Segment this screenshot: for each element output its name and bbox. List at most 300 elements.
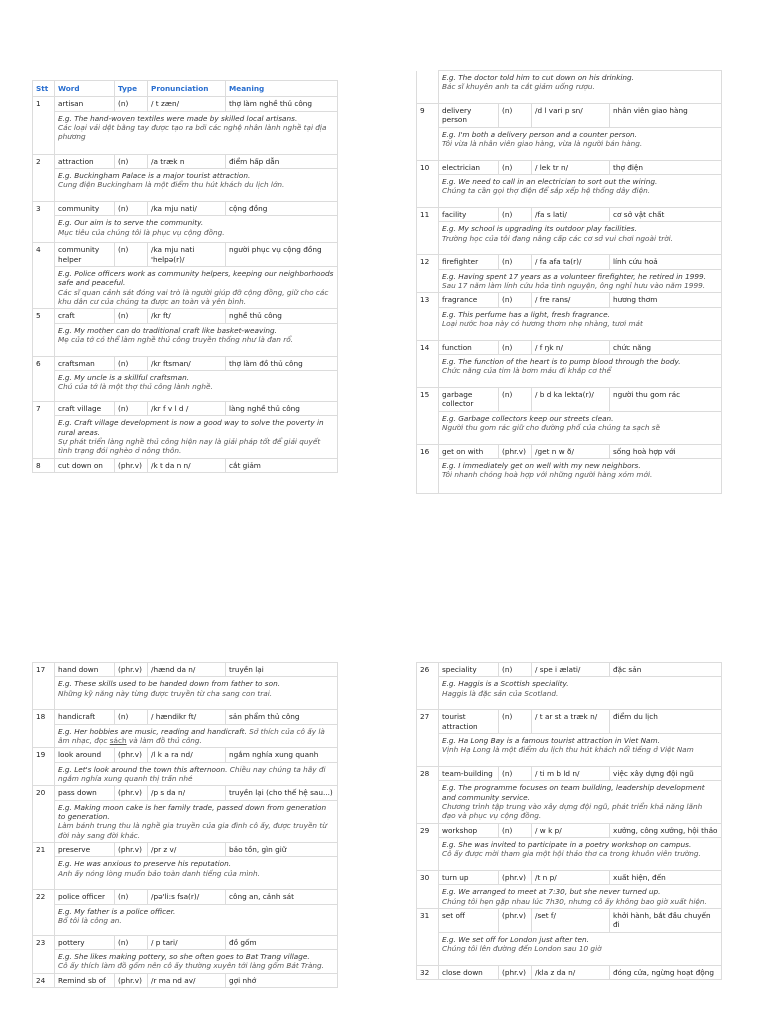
example-sentence: E.g. These skills used to be handed down from father to son. xyxy=(58,679,281,689)
example-translation: Mẹ của tớ có thể làm nghề thủ công truyền thống như là đan rổ. xyxy=(58,334,293,344)
row-type: (n) xyxy=(115,890,148,904)
example-sentence: E.g. We arranged to meet at 7:30, but she never turned up. xyxy=(442,887,661,897)
example-translation: Chúng ta cần gọi thợ điện để sắp xếp hệ thống dây điện. xyxy=(442,186,651,196)
row-number: 2 xyxy=(33,154,55,201)
example-cell xyxy=(55,724,338,748)
row-pronunciation: /p s da n/ xyxy=(148,786,226,800)
row-meaning: điểm hấp dẫn xyxy=(226,154,338,168)
row-number: 29 xyxy=(417,823,439,870)
row-number: 6 xyxy=(33,356,55,401)
row-number: 13 xyxy=(417,293,439,340)
example-translation: Vịnh Hạ Long là một điểm du lịch thu hút khách nổi tiếng ở Việt Nam xyxy=(442,745,694,755)
row-type: (n) xyxy=(115,243,148,267)
example-translation: Bác sĩ khuyên anh ta cắt giảm uống rượu. xyxy=(442,82,595,92)
table-row xyxy=(33,842,338,856)
row-pronunciation: / t zæn/ xyxy=(148,97,226,111)
example-translation: Cung điện Buckingham là một điểm thu hút khách du lịch lớn. xyxy=(58,180,285,190)
table-row xyxy=(417,908,722,932)
row-type: (n) xyxy=(115,935,148,949)
row-pronunciation: / w k p/ xyxy=(532,823,610,837)
row-type: (phr.v) xyxy=(115,663,148,677)
example-cell xyxy=(439,677,722,710)
row-word: speciality xyxy=(439,663,499,677)
example-cell xyxy=(439,837,722,870)
row-pronunciation: /kla z da n/ xyxy=(532,965,610,979)
row-type: (phr.v) xyxy=(499,965,532,979)
row-type: (n) xyxy=(499,387,532,411)
row-number: 10 xyxy=(417,160,439,207)
example-translation: Mục tiêu của chúng tôi là phục vụ cộng đồng. xyxy=(58,227,225,237)
example-cell xyxy=(55,323,338,356)
example-sentence: E.g. My mother can do traditional craft like basket-weaving. xyxy=(58,325,277,335)
vocab-table-4 xyxy=(416,662,722,980)
table-row xyxy=(417,766,722,780)
row-type: (n) xyxy=(499,823,532,837)
row-number: 8 xyxy=(33,458,55,472)
example-row xyxy=(33,266,338,308)
row-type: (n) xyxy=(499,207,532,221)
row-word: handicraft xyxy=(55,710,115,724)
example-cell xyxy=(55,857,338,890)
row-pronunciation: / t ar st a træk n/ xyxy=(532,710,610,734)
row-word: turn up xyxy=(439,870,499,884)
example-translation-end: và làm đồ thủ công. xyxy=(126,735,202,745)
row-meaning: nghề thủ công xyxy=(226,309,338,323)
row-number: 23 xyxy=(33,935,55,973)
table-row xyxy=(33,786,338,800)
row-number: 15 xyxy=(417,387,439,444)
row-pronunciation: /hænd da n/ xyxy=(148,663,226,677)
table-row xyxy=(33,458,338,472)
example-row xyxy=(33,168,338,201)
example-cell xyxy=(55,216,338,243)
example-translation: Chúng tôi lên đường đến London sau 10 giờ xyxy=(442,943,602,953)
row-type: (n) xyxy=(499,160,532,174)
row-pronunciation: /t n p/ xyxy=(532,870,610,884)
table-header xyxy=(33,81,338,97)
row-pronunciation: / ti m b ld n/ xyxy=(532,766,610,780)
row-meaning: chức năng xyxy=(610,340,722,354)
table-row xyxy=(417,710,722,734)
row-type: (phr.v) xyxy=(115,973,148,987)
example-sentence: E.g. Police officers work as community helpers, keeping our neighborhoods safe and peaceful. xyxy=(58,268,334,288)
example-cell xyxy=(55,111,338,154)
row-word: garbage collector xyxy=(439,387,499,411)
example-sentence: E.g. My school is upgrading its outdoor play facilities. xyxy=(442,224,637,234)
table-row xyxy=(33,201,338,215)
row-word: function xyxy=(439,340,499,354)
example-cell xyxy=(55,416,338,458)
example-cell xyxy=(439,71,722,104)
row-type: (phr.v) xyxy=(499,870,532,884)
example-sentence: E.g. We set off for London just after ten. xyxy=(442,934,589,944)
row-type: (phr.v) xyxy=(115,458,148,472)
row-type: (phr.v) xyxy=(115,842,148,856)
example-translation: Chúng tôi hẹn gặp nhau lúc 7h30, nhưng cô ấy không bao giờ xuất hiện. xyxy=(442,896,707,906)
row-type: (n) xyxy=(115,309,148,323)
example-translation: Sự phát triển làng nghề thủ công hiện nay là giải pháp tốt để giải quyết tình trạng đói nghèo ở nông thôn. xyxy=(58,436,321,456)
table-row xyxy=(417,293,722,307)
vocab-table-1 xyxy=(32,80,338,473)
row-type: (n) xyxy=(499,340,532,354)
row-pronunciation: /k t da n n/ xyxy=(148,458,226,472)
example-row xyxy=(417,174,722,207)
row-meaning: điểm du lịch xyxy=(610,710,722,734)
row-number: 16 xyxy=(417,444,439,493)
row-meaning: làng nghề thủ công xyxy=(226,401,338,415)
example-cell xyxy=(439,458,722,493)
example-translation: Sau 17 năm làm lính cứu hỏa tình nguyện, ông nghỉ hưu vào năm 1999. xyxy=(442,280,706,290)
example-row xyxy=(33,323,338,356)
example-sentence: E.g. I'm both a delivery person and a counter person. xyxy=(442,129,637,139)
table-row xyxy=(33,663,338,677)
row-word: firefighter xyxy=(439,255,499,269)
row-number: 7 xyxy=(33,401,55,458)
row-type: (n) xyxy=(115,710,148,724)
row-type: (n) xyxy=(115,97,148,111)
row-meaning: cộng đồng xyxy=(226,201,338,215)
table-row xyxy=(33,243,338,267)
row-meaning: sản phẩm thủ công xyxy=(226,710,338,724)
example-cell xyxy=(55,370,338,401)
example-row xyxy=(417,127,722,160)
row-type: (n) xyxy=(499,255,532,269)
example-row xyxy=(33,111,338,154)
page-3 xyxy=(32,662,338,988)
row-word: community helper xyxy=(55,243,115,267)
table-row xyxy=(417,965,722,979)
example-translation: Những kỹ năng này từng được truyền từ cha sang con trai. xyxy=(58,688,273,698)
table-row xyxy=(417,444,722,458)
example-row xyxy=(33,800,338,842)
row-word: pottery xyxy=(55,935,115,949)
row-number: 20 xyxy=(33,786,55,843)
example-cell xyxy=(439,733,722,766)
row-meaning: khởi hành, bắt đầu chuyến đi xyxy=(610,908,722,932)
example-translation-underlined: sách xyxy=(109,735,127,745)
row-pronunciation: /l k a ra nd/ xyxy=(148,748,226,762)
example-cell xyxy=(439,174,722,207)
example-cell xyxy=(439,411,722,444)
example-sentence: E.g. He was anxious to preserve his reputation. xyxy=(58,859,232,869)
page-1 xyxy=(32,80,338,473)
row-word: electrician xyxy=(439,160,499,174)
example-row xyxy=(33,904,338,935)
row-word: look around xyxy=(55,748,115,762)
row-word: close down xyxy=(439,965,499,979)
row-meaning: cơ sở vật chất xyxy=(610,207,722,221)
example-sentence: E.g. Making moon cake is her family trade, passed down from generation to generation. xyxy=(58,802,327,821)
example-cell xyxy=(439,354,722,387)
row-type: (n) xyxy=(499,104,532,128)
row-pronunciation: / fre rans/ xyxy=(532,293,610,307)
row-number: 3 xyxy=(33,201,55,242)
row-number: 19 xyxy=(33,748,55,786)
row-meaning: đóng cửa, ngừng hoạt động xyxy=(610,965,722,979)
example-translation: Loại nước hoa này có hương thơm nhẹ nhàng, tươi mát xyxy=(442,318,643,328)
example-cell xyxy=(439,127,722,160)
row-meaning: thợ làm nghề thủ công xyxy=(226,97,338,111)
row-meaning: truyền lại xyxy=(226,663,338,677)
row-word: fragrance xyxy=(439,293,499,307)
example-row xyxy=(417,932,722,965)
example-sentence: E.g. Garbage collectors keep our streets clean. xyxy=(442,413,614,423)
example-translation: Bố tôi là công an. xyxy=(58,915,122,925)
page-2 xyxy=(416,70,722,494)
row-word: facility xyxy=(439,207,499,221)
example-sentence: E.g. This perfume has a light, fresh fragrance. xyxy=(442,309,610,319)
example-sentence: E.g. I immediately get on well with my new neighbors. xyxy=(442,460,641,470)
row-pronunciation: / p tari/ xyxy=(148,935,226,949)
example-row xyxy=(417,307,722,340)
example-sentence: E.g. Craft village development is now a good way to solve the poverty in rural areas. xyxy=(58,418,324,437)
table-row xyxy=(33,710,338,724)
row-number: 26 xyxy=(417,663,439,710)
row-meaning: bảo tồn, gìn giữ xyxy=(226,842,338,856)
row-word: attraction xyxy=(55,154,115,168)
row-meaning: đồ gốm xyxy=(226,935,338,949)
table-row xyxy=(33,401,338,415)
row-number: 31 xyxy=(417,908,439,965)
example-cell xyxy=(55,800,338,842)
row-number: 32 xyxy=(417,965,439,979)
example-row xyxy=(417,411,722,444)
example-row xyxy=(33,677,338,710)
header-word: Word xyxy=(55,81,115,97)
example-translation: Các loại vải dệt bằng tay được tạo ra bởi các nghệ nhân lành nghề tại địa phương xyxy=(58,122,327,142)
example-cell xyxy=(55,266,338,308)
row-number: 14 xyxy=(417,340,439,387)
example-translation: Chiều nay chúng ta hãy đi ngắm nghía xung quanh thị trấn nhé xyxy=(58,764,326,783)
row-word: team-building xyxy=(439,766,499,780)
example-translation: Trường học của tôi đang nâng cấp các cơ sở vui chơi ngoài trời. xyxy=(442,233,674,243)
example-row xyxy=(417,677,722,710)
example-sentence: E.g. She likes making pottery, so she often goes to Bat Trang village. xyxy=(58,951,310,961)
row-meaning: ngắm nghía xung quanh xyxy=(226,748,338,762)
example-cell xyxy=(55,904,338,935)
row-number: 28 xyxy=(417,766,439,823)
vocab-table-2 xyxy=(416,70,722,494)
example-translation: Cô ấy thích làm đồ gốm nên cô ấy thường xuyên tới làng gốm Bát Tràng. xyxy=(58,961,324,971)
row-number: 5 xyxy=(33,309,55,356)
example-translation: Người thu gom rác giữ cho đường phố của chúng ta sạch sẽ xyxy=(442,422,661,432)
row-word: craft village xyxy=(55,401,115,415)
row-type: (phr.v) xyxy=(499,908,532,932)
example-translation: Anh ấy nóng lòng muốn bảo toàn danh tiếng của mình. xyxy=(58,868,260,878)
example-row xyxy=(33,216,338,243)
row-word: get on with xyxy=(439,444,499,458)
table-row xyxy=(33,935,338,949)
example-cell xyxy=(55,168,338,201)
header-meaning: Meaning xyxy=(226,81,338,97)
example-translation: Tôi vừa là nhân viên giao hàng, vừa là người bán hàng. xyxy=(442,138,643,148)
example-row xyxy=(417,269,722,293)
row-type: (n) xyxy=(499,293,532,307)
row-pronunciation: / lek tr n/ xyxy=(532,160,610,174)
row-meaning: sống hoà hợp với xyxy=(610,444,722,458)
example-row xyxy=(33,857,338,890)
row-meaning: hương thơm xyxy=(610,293,722,307)
example-sentence: E.g. The function of the heart is to pump blood through the body. xyxy=(442,356,681,366)
row-meaning: việc xây dựng đội ngũ xyxy=(610,766,722,780)
row-number: 21 xyxy=(33,842,55,889)
table-row xyxy=(33,973,338,987)
row-pronunciation: /ka mju nati 'helpə(r)/ xyxy=(148,243,226,267)
row-pronunciation: /fa s lati/ xyxy=(532,207,610,221)
table-row xyxy=(33,309,338,323)
table-row xyxy=(417,207,722,221)
example-row xyxy=(417,354,722,387)
table-row xyxy=(417,255,722,269)
example-row xyxy=(417,733,722,766)
example-sentence: E.g. Her hobbies are music, reading and handicraft. xyxy=(58,726,247,736)
example-sentence: E.g. Let's look around the town this afternoon. xyxy=(58,764,228,774)
example-cell xyxy=(55,677,338,710)
row-type: (n) xyxy=(115,401,148,415)
example-cell xyxy=(439,307,722,340)
row-word: hand down xyxy=(55,663,115,677)
example-cell xyxy=(439,885,722,909)
row-word: cut down on xyxy=(55,458,115,472)
example-sentence: E.g. We need to call in an electrician to sort out the wiring. xyxy=(442,176,658,186)
row-meaning: lính cứu hoả xyxy=(610,255,722,269)
example-row xyxy=(417,781,722,823)
header-pronunciation: Pronunciation xyxy=(148,81,226,97)
example-cell xyxy=(55,949,338,973)
table-row xyxy=(33,97,338,111)
row-meaning: gợi nhớ xyxy=(226,973,338,987)
table-row xyxy=(417,823,722,837)
example-translation: Haggis là đặc sản của Scotland. xyxy=(442,688,559,698)
example-sentence: E.g. Haggis is a Scottish speciality. xyxy=(442,679,569,689)
row-word: artisan xyxy=(55,97,115,111)
row-meaning: đặc sản xyxy=(610,663,722,677)
row-pronunciation: /kr f v l d / xyxy=(148,401,226,415)
example-translation-start: Sở thích của cô ấy là âm nhạc, đọc xyxy=(58,726,325,745)
table-row xyxy=(417,387,722,411)
row-meaning: xuất hiện, đến xyxy=(610,870,722,884)
example-translation: Chức năng của tim là bơm máu đi khắp cơ thể xyxy=(442,366,611,376)
row-type: (n) xyxy=(115,356,148,370)
row-word: preserve xyxy=(55,842,115,856)
row-meaning: nhân viên giao hàng xyxy=(610,104,722,128)
row-pronunciation: / spe i ælati/ xyxy=(532,663,610,677)
example-row xyxy=(417,837,722,870)
example-translation: Chương trình tập trung vào xây dựng đội ngũ, phát triển khả năng lãnh đạo và phục vụ cộng đồng. xyxy=(442,801,703,821)
example-row xyxy=(417,222,722,255)
row-number: 4 xyxy=(33,243,55,309)
row-meaning: truyền lại (cho thế hệ sau...) xyxy=(226,786,338,800)
table-row xyxy=(33,890,338,904)
example-sentence: E.g. Our aim is to serve the community. xyxy=(58,218,204,228)
row-pronunciation: /ka mju nati/ xyxy=(148,201,226,215)
row-type: (phr.v) xyxy=(499,444,532,458)
row-pronunciation: /kr ft/ xyxy=(148,309,226,323)
row-number: 1 xyxy=(33,97,55,154)
example-row xyxy=(417,71,722,104)
row-meaning: người phục vụ cộng đồng xyxy=(226,243,338,267)
row-word: craftsman xyxy=(55,356,115,370)
example-sentence: E.g. Ha Long Bay is a famous tourist attraction in Viet Nam. xyxy=(442,735,660,745)
row-number: 27 xyxy=(417,710,439,767)
example-cell xyxy=(439,781,722,823)
example-translation: Tôi nhanh chóng hoà hợp với những người hàng xóm mới. xyxy=(442,470,653,480)
row-meaning: thợ làm đồ thủ công xyxy=(226,356,338,370)
example-cell xyxy=(439,932,722,965)
header-stt: Stt xyxy=(33,81,55,97)
row-type: (n) xyxy=(499,663,532,677)
row-meaning: xưởng, công xưởng, hội thảo xyxy=(610,823,722,837)
row-word: police officer xyxy=(55,890,115,904)
example-sentence: E.g. The programme focuses on team building, leadership development and community service. xyxy=(442,783,705,802)
example-translation: Cô ấy được mời tham gia một hội thảo thơ ca trong khuôn viên trường. xyxy=(442,849,701,859)
row-pronunciation: /kr ftsman/ xyxy=(148,356,226,370)
vocab-table-3 xyxy=(32,662,338,988)
example-cell xyxy=(439,222,722,255)
table-row xyxy=(417,663,722,677)
row-word: craft xyxy=(55,309,115,323)
example-translation: Các sĩ quan cảnh sát đóng vai trò là người giúp đỡ cộng đồng, giữ cho các khu dân cư của chúng ta được an toàn và yên bình. xyxy=(58,287,329,306)
header-type: Type xyxy=(115,81,148,97)
row-type: (n) xyxy=(115,201,148,215)
example-translation: Chú của tớ là một thợ thủ công lành nghề. xyxy=(58,382,213,392)
example-sentence: E.g. My father is a police officer. xyxy=(58,906,176,916)
row-pronunciation: /a træk n xyxy=(148,154,226,168)
row-number: 22 xyxy=(33,890,55,935)
row-pronunciation: / fa afa ta(r)/ xyxy=(532,255,610,269)
table-row xyxy=(33,748,338,762)
row-word: workshop xyxy=(439,823,499,837)
row-pronunciation: / b d ka lekta(r)/ xyxy=(532,387,610,411)
row-number: 11 xyxy=(417,207,439,254)
example-sentence: E.g. She was invited to participate in a poetry workshop on campus. xyxy=(442,839,692,849)
row-number: 17 xyxy=(33,663,55,710)
row-pronunciation: / f ŋk n/ xyxy=(532,340,610,354)
example-sentence: E.g. My uncle is a skillful craftsman. xyxy=(58,372,190,382)
row-word: tourist attraction xyxy=(439,710,499,734)
example-cell xyxy=(439,269,722,293)
row-type: (phr.v) xyxy=(115,748,148,762)
row-pronunciation: /pr z v/ xyxy=(148,842,226,856)
row-meaning: công an, cảnh sát xyxy=(226,890,338,904)
row-word: pass down xyxy=(55,786,115,800)
row-number: 24 xyxy=(33,973,55,987)
page-4 xyxy=(416,662,722,980)
row-pronunciation: /set f/ xyxy=(532,908,610,932)
row-meaning: cắt giảm xyxy=(226,458,338,472)
row-meaning: thợ điện xyxy=(610,160,722,174)
example-translation: Làm bánh trung thu là nghề gia truyền của gia đình cô ấy, được truyền từ đời này sang đời khác. xyxy=(58,821,327,840)
row-type: (n) xyxy=(499,766,532,780)
example-sentence: E.g. The doctor told him to cut down on his drinking. xyxy=(442,73,634,82)
example-sentence: E.g. Buckingham Palace is a major tourist attraction. xyxy=(58,170,251,180)
example-row xyxy=(33,724,338,748)
row-meaning: người thu gom rác xyxy=(610,387,722,411)
example-row xyxy=(33,416,338,458)
row-pronunciation: / hændikr ft/ xyxy=(148,710,226,724)
row-pronunciation: /r ma nd av/ xyxy=(148,973,226,987)
row-type: (phr.v) xyxy=(115,786,148,800)
table-row xyxy=(417,104,722,128)
row-word: set off xyxy=(439,908,499,932)
table-row xyxy=(417,340,722,354)
row-pronunciation: /d l vari p sn/ xyxy=(532,104,610,128)
row-word: Remind sb of xyxy=(55,973,115,987)
row-number: 9 xyxy=(417,104,439,161)
example-row xyxy=(33,762,338,786)
example-row xyxy=(417,885,722,909)
row-type: (n) xyxy=(115,154,148,168)
